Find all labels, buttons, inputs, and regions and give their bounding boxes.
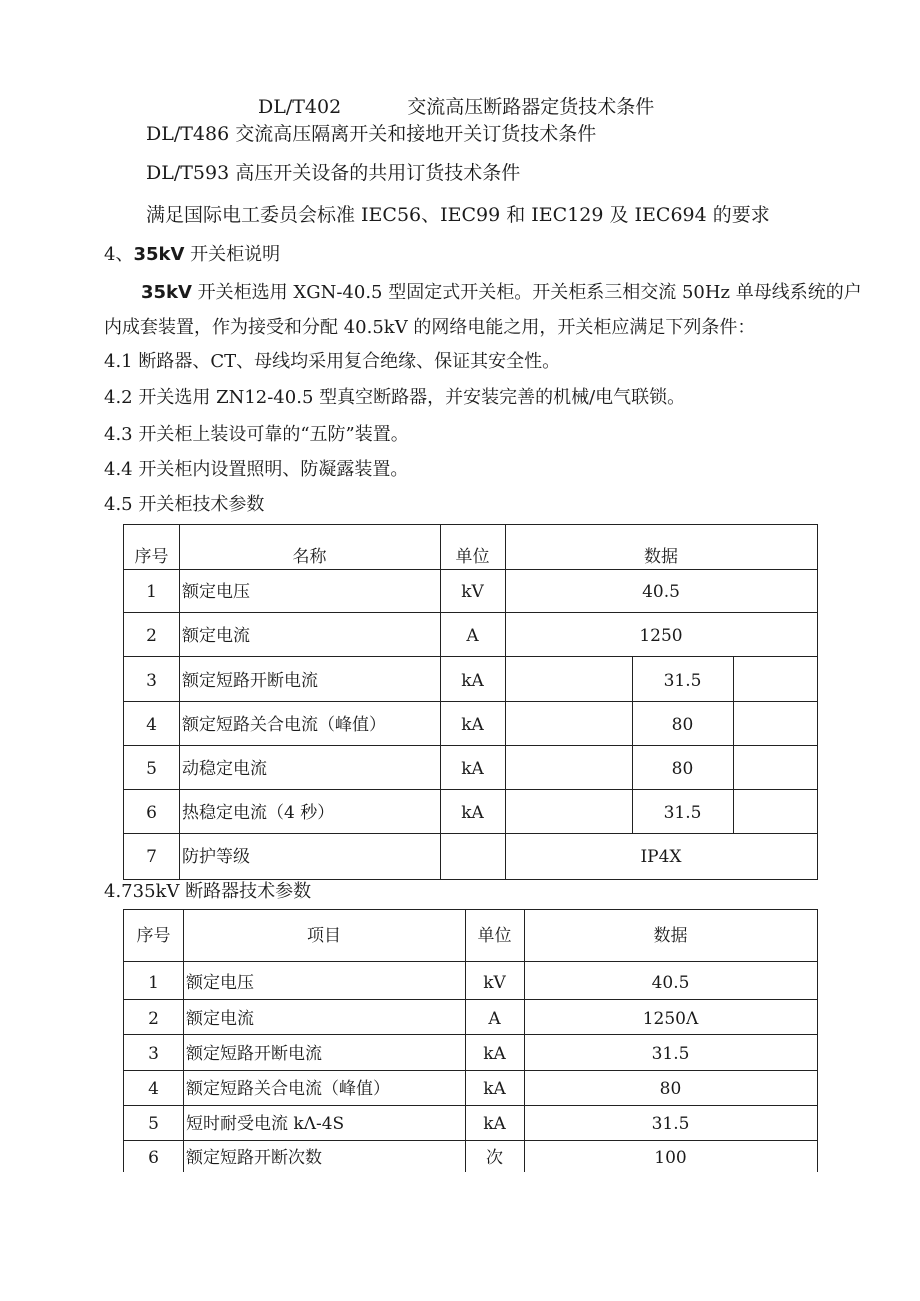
paragraph-text-1: 开关柜选用 XGN-40.5 型固定式开关柜。开关柜系三相交流 50Hz 单母线系统的户: [191, 282, 862, 303]
item-4-3: 4.3 开关柜上装设可靠的“五防”装置。: [104, 424, 409, 445]
t1-row-1-unit: kV: [461, 582, 484, 602]
switchgear-parameters-table: [123, 524, 818, 880]
section-4-paragraph-line-2: 内成套装置，作为接受和分配 40.5kV 的网络电能之用，开关柜应满足下列条件：: [104, 317, 756, 338]
t1-row-4-value: 80: [671, 715, 694, 735]
t1-header-name: 名称: [292, 547, 327, 567]
t1-row-7-name: 防护等级: [182, 847, 250, 867]
t1-row-4-name: 额定短路关合电流（峰值）: [182, 715, 386, 735]
t1-row-6-unit: kA: [461, 803, 484, 823]
t1-header-no: 序号: [134, 547, 169, 567]
t1-row-3-unit: kA: [461, 671, 484, 691]
item-4-2: 4.2 开关选用 ZN12-40.5 型真空断路器，并安装完善的机械/电气联锁。: [104, 387, 686, 408]
t2-row-3-value: 31.5: [651, 1044, 690, 1064]
section-4-title: 开关柜说明: [184, 244, 281, 265]
t2-row-1-no: 1: [148, 973, 159, 993]
standard-code: DL/T402: [258, 96, 342, 118]
standard-line-1: [258, 96, 654, 118]
t2-row-5-no: 5: [148, 1114, 159, 1134]
t2-row-5-value: 31.5: [651, 1114, 690, 1134]
t1-row-2-name: 额定电流: [182, 626, 250, 646]
t1-header-value: 数据: [644, 547, 678, 567]
t2-row-6-value: 100: [654, 1148, 687, 1168]
t2-row-2-name: 额定电流: [186, 1009, 254, 1029]
t1-row-5-value: 80: [671, 759, 694, 779]
standard-line-2: DL/T486 交流高压隔离开关和接地开关订货技术条件: [146, 123, 597, 145]
t2-row-4-value: 80: [659, 1079, 682, 1099]
t1-row-4-no: 4: [146, 715, 157, 735]
t2-row-6-no: 6: [148, 1148, 159, 1168]
paragraph-voltage: 35kV: [141, 282, 192, 303]
item-4-1: 4.1 断路器、CT、母线均采用复合绝缘、保证其安全性。: [104, 351, 561, 372]
t2-row-1-value: 40.5: [651, 973, 690, 993]
t2-header-value: 数据: [653, 926, 688, 946]
t2-row-1-unit: kV: [483, 973, 506, 993]
t1-header-unit: 单位: [455, 547, 490, 567]
t1-row-4-unit: kA: [461, 715, 484, 735]
t1-row-3-value: 31.5: [663, 671, 702, 691]
t1-row-1-value: 40.5: [642, 582, 680, 602]
t2-row-4-unit: kA: [483, 1079, 506, 1099]
t2-row-2-value: 1250Λ: [642, 1009, 699, 1029]
t1-row-5-name: 动稳定电流: [182, 759, 267, 779]
section-4-voltage: 35kV: [133, 244, 185, 265]
t1-row-2-value: 1250: [639, 626, 683, 646]
t2-row-1-name: 额定电压: [186, 973, 254, 993]
t1-row-1-no: 1: [146, 582, 157, 602]
t2-row-6-unit: 次: [486, 1148, 503, 1168]
t2-row-4-name: 额定短路关合电流（峰值）: [186, 1079, 390, 1099]
section-4-number: 4、: [104, 244, 134, 265]
t2-row-2-unit: A: [488, 1009, 501, 1029]
standard-line-4: 满足国际电工委员会标准 IEC56、IEC99 和 IEC129 及 IEC694 的要求: [146, 204, 770, 226]
t1-row-6-value: 31.5: [663, 803, 702, 823]
t1-row-2-no: 2: [146, 626, 157, 646]
section-4-paragraph-line-1: [141, 282, 862, 304]
t1-row-2-unit: A: [466, 626, 479, 646]
t2-header-item: 项目: [307, 926, 341, 946]
t1-row-5-no: 5: [146, 759, 157, 779]
t1-row-7-value: IP4X: [640, 847, 682, 867]
t1-row-1-name: 额定电压: [182, 582, 250, 602]
t1-row-3-no: 3: [146, 671, 157, 691]
t1-row-6-name: 热稳定电流（4 秒）: [182, 803, 335, 823]
t1-row-7-no: 7: [146, 847, 157, 867]
t2-row-3-unit: kA: [483, 1044, 506, 1064]
t2-row-5-name: 短时耐受电流 kΛ-4S: [186, 1114, 345, 1134]
section-4-heading: [104, 244, 280, 266]
t1-row-6-no: 6: [146, 803, 157, 823]
item-4-4: 4.4 开关柜内设置照明、防凝露装置。: [104, 459, 409, 480]
t2-header-no: 序号: [136, 926, 171, 946]
standard-title: 交流高压断路器定货技术条件: [407, 96, 655, 118]
t2-row-3-no: 3: [148, 1044, 159, 1064]
t1-row-5-unit: kA: [461, 759, 484, 779]
t1-row-3-name: 额定短路开断电流: [182, 671, 318, 691]
item-4-5: 4.5 开关柜技术参数: [104, 494, 265, 515]
t2-header-unit: 单位: [477, 926, 512, 946]
section-4-7-title: 4.735kV 断路器技术参数: [104, 881, 312, 902]
standard-line-3: DL/T593 高压开关设备的共用订货技术条件: [146, 162, 521, 184]
t2-row-3-name: 额定短路开断电流: [186, 1044, 322, 1064]
circuit-breaker-parameters-table: [123, 909, 818, 1172]
t2-row-4-no: 4: [148, 1079, 159, 1099]
t2-row-6-name: 额定短路开断次数: [186, 1148, 322, 1168]
t2-row-5-unit: kA: [483, 1114, 506, 1134]
t2-row-2-no: 2: [148, 1009, 159, 1029]
